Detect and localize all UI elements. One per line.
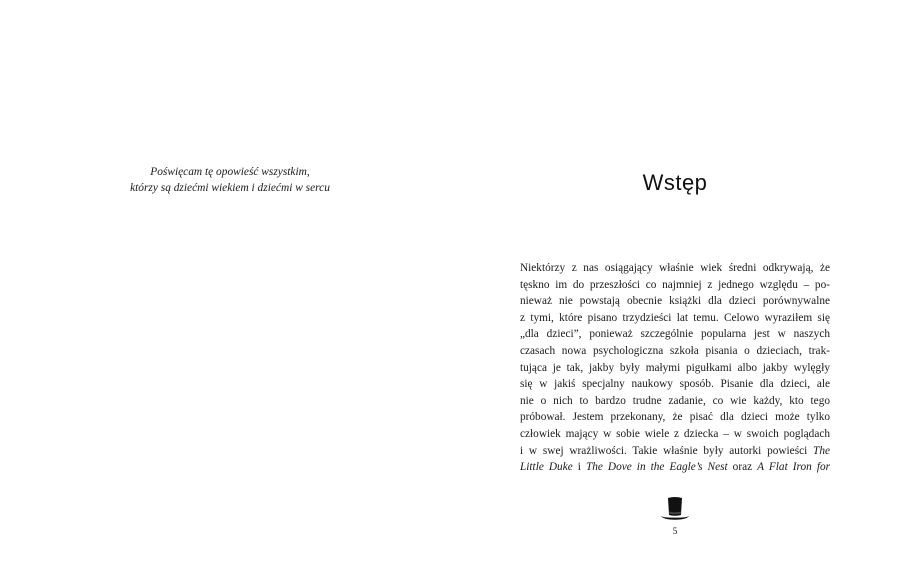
dedication-line: Poświęcam tę opowieść wszystkim, <box>150 166 310 178</box>
text-line: tująca je tak, jakby były małymi pigułkami albo jakby wylęgły <box>520 361 830 374</box>
text-line: nieważ nie powstają obecnie książki dla dzieci porównywalne <box>520 295 830 308</box>
book-title: The <box>813 444 830 457</box>
text-line: się w jakiś specjalny naukowy sposób. Pisanie dla dzieci, ale <box>520 378 830 391</box>
right-page <box>450 0 900 572</box>
text-line: próbował. Jestem przekonany, że pisać dla dzieci może tylko <box>520 411 830 424</box>
text-line: nie o nich to bardzo trudne zadanie, co wie każdy, kto tego <box>520 394 830 407</box>
text-line: czasach nowa psychologiczna szkoła pisania o dzieciach, trak- <box>520 344 830 357</box>
text-line: z tymi, które pisano trzydzieści lat temu. Celowo wyraziłem się <box>520 311 830 324</box>
book-title: The Dove in the Eagle’s Nest <box>585 461 728 474</box>
text-line: tęskno im do przeszłości co najmniej z jednego względu – po- <box>520 278 830 291</box>
book-title: Little Duke <box>520 461 573 474</box>
text-segment: oraz <box>727 461 758 474</box>
text-segment: i w swej wrażliwości. Takie właśnie były autorki powieści <box>520 444 808 457</box>
dedication-line: którzy są dziećmi wiekiem i dziećmi w sercu <box>130 182 330 194</box>
text-line <box>520 459 830 476</box>
text-segment: i <box>572 461 586 474</box>
page-number: 5 <box>672 527 678 537</box>
top-hat-icon <box>660 496 690 522</box>
book-title: A Flat Iron for <box>757 461 831 474</box>
text-line <box>520 443 830 460</box>
dedication <box>60 164 400 196</box>
text-line: „dla dzieci”, ponieważ szczególnie popularna jest w naszych <box>520 328 830 341</box>
chapter-title: Wstęp <box>642 170 708 195</box>
body-text <box>520 260 830 476</box>
text-line: Niektórzy z nas osiągający właśnie wiek średni odkrywają, że <box>520 262 830 274</box>
text-line: człowiek mający w sobie wiele z dziecka – w swoich poglądach <box>520 427 830 440</box>
